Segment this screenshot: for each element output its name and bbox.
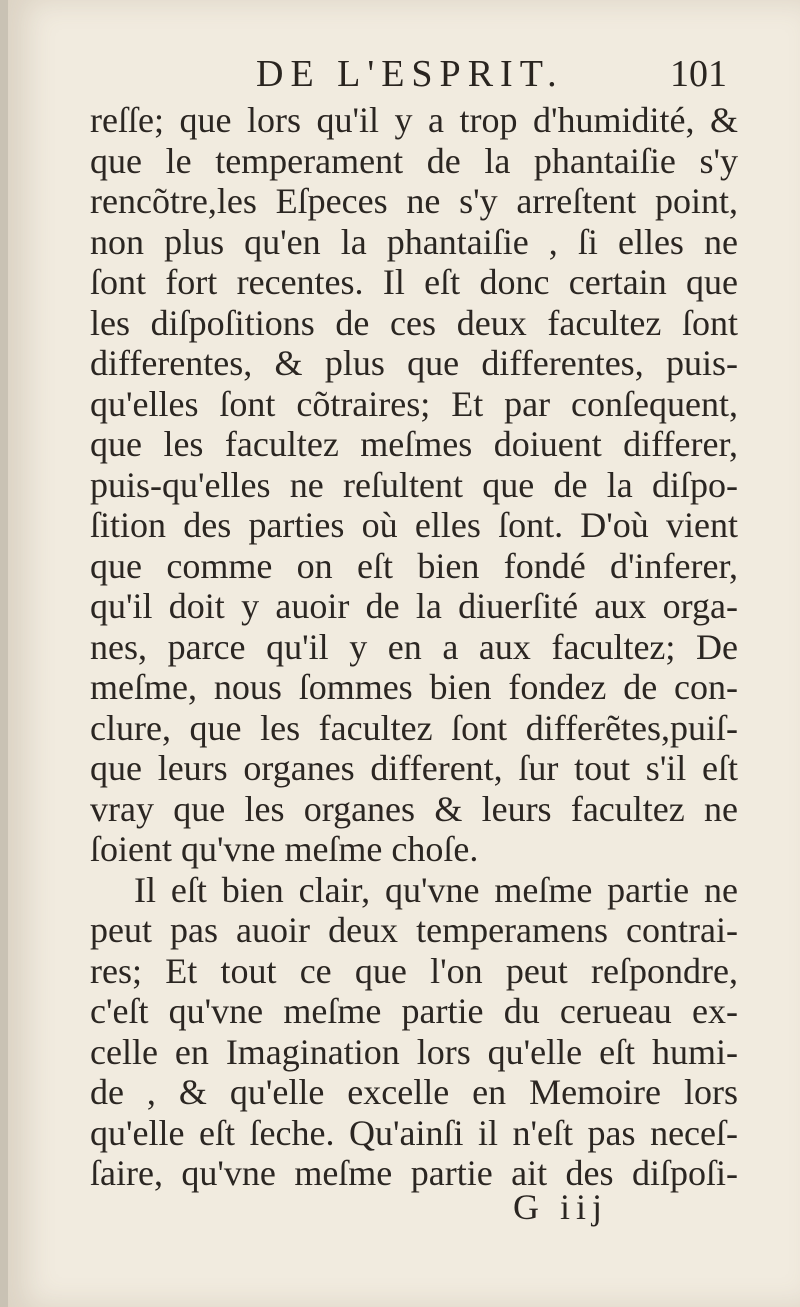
text-line: peut pas auoir deux temperamens contrai- — [90, 910, 738, 950]
text-line: que comme on eſt bien fondé d'inferer, — [90, 545, 738, 586]
text-line: Il eſt bien clair, qu'vne meſme partie ne — [134, 869, 738, 910]
text-line: qu'elle eſt ſeche. Qu'ainſi il n'eſt pas neceſ- — [90, 1112, 738, 1153]
text-line: clure, que les facultez ſont differẽtes,puiſ- — [90, 707, 738, 748]
running-title: DE L'ESPRIT. — [256, 53, 564, 95]
text-line: vray que les organes & leurs facultez ne — [90, 788, 738, 829]
text-line: que le temperament de la phantaiſie s'y — [90, 140, 738, 181]
text-line: que leurs organes different, ſur tout s'il eſt — [90, 748, 738, 788]
text-line: meſme, nous ſommes bien fondez de con- — [90, 667, 738, 707]
book-page — [8, 0, 800, 1307]
body-text — [90, 100, 738, 1194]
text-line: de , & qu'elle excelle en Memoire lors — [90, 1072, 738, 1112]
text-line: ſition des parties où elles ſont. D'où vient — [90, 505, 738, 545]
signature-mark: G iij — [513, 1187, 609, 1227]
text-line: nes, parce qu'il y en a aux facultez; De — [90, 626, 738, 667]
text-line: qu'elles ſont cõtraires; Et par conſequent, — [90, 383, 738, 424]
text-line: qu'il doit y auoir de la diuerſité aux orga- — [90, 586, 738, 626]
text-line: non plus qu'en la phantaiſie , ſi elles ne — [90, 221, 738, 262]
text-line: res; Et tout ce que l'on peut reſpondre, — [90, 950, 738, 991]
text-line: c'eſt qu'vne meſme partie du cerueau ex- — [90, 991, 738, 1031]
text-line: ſoient qu'vne meſme choſe. — [90, 829, 479, 869]
text-line: differentes, & plus que differentes, puis- — [90, 343, 738, 383]
page-number: 101 — [670, 53, 727, 95]
text-line: que les facultez meſmes doiuent differer, — [90, 424, 738, 464]
text-line: ſont fort recentes. Il eſt donc certain que — [90, 262, 738, 302]
text-line: rencõtre,les Eſpeces ne s'y arreſtent point, — [90, 181, 738, 221]
text-line: reſſe; que lors qu'il y a trop d'humidité, & — [90, 100, 738, 140]
page-header — [8, 48, 800, 108]
text-line: les diſpoſitions de ces deux facultez ſont — [90, 302, 738, 343]
text-line: celle en Imagination lors qu'elle eſt humi- — [90, 1031, 738, 1072]
text-line: ſaire, qu'vne meſme partie ait des diſpoſi- — [90, 1153, 738, 1193]
text-line: puis-qu'elles ne reſultent que de la diſpo- — [90, 464, 738, 505]
